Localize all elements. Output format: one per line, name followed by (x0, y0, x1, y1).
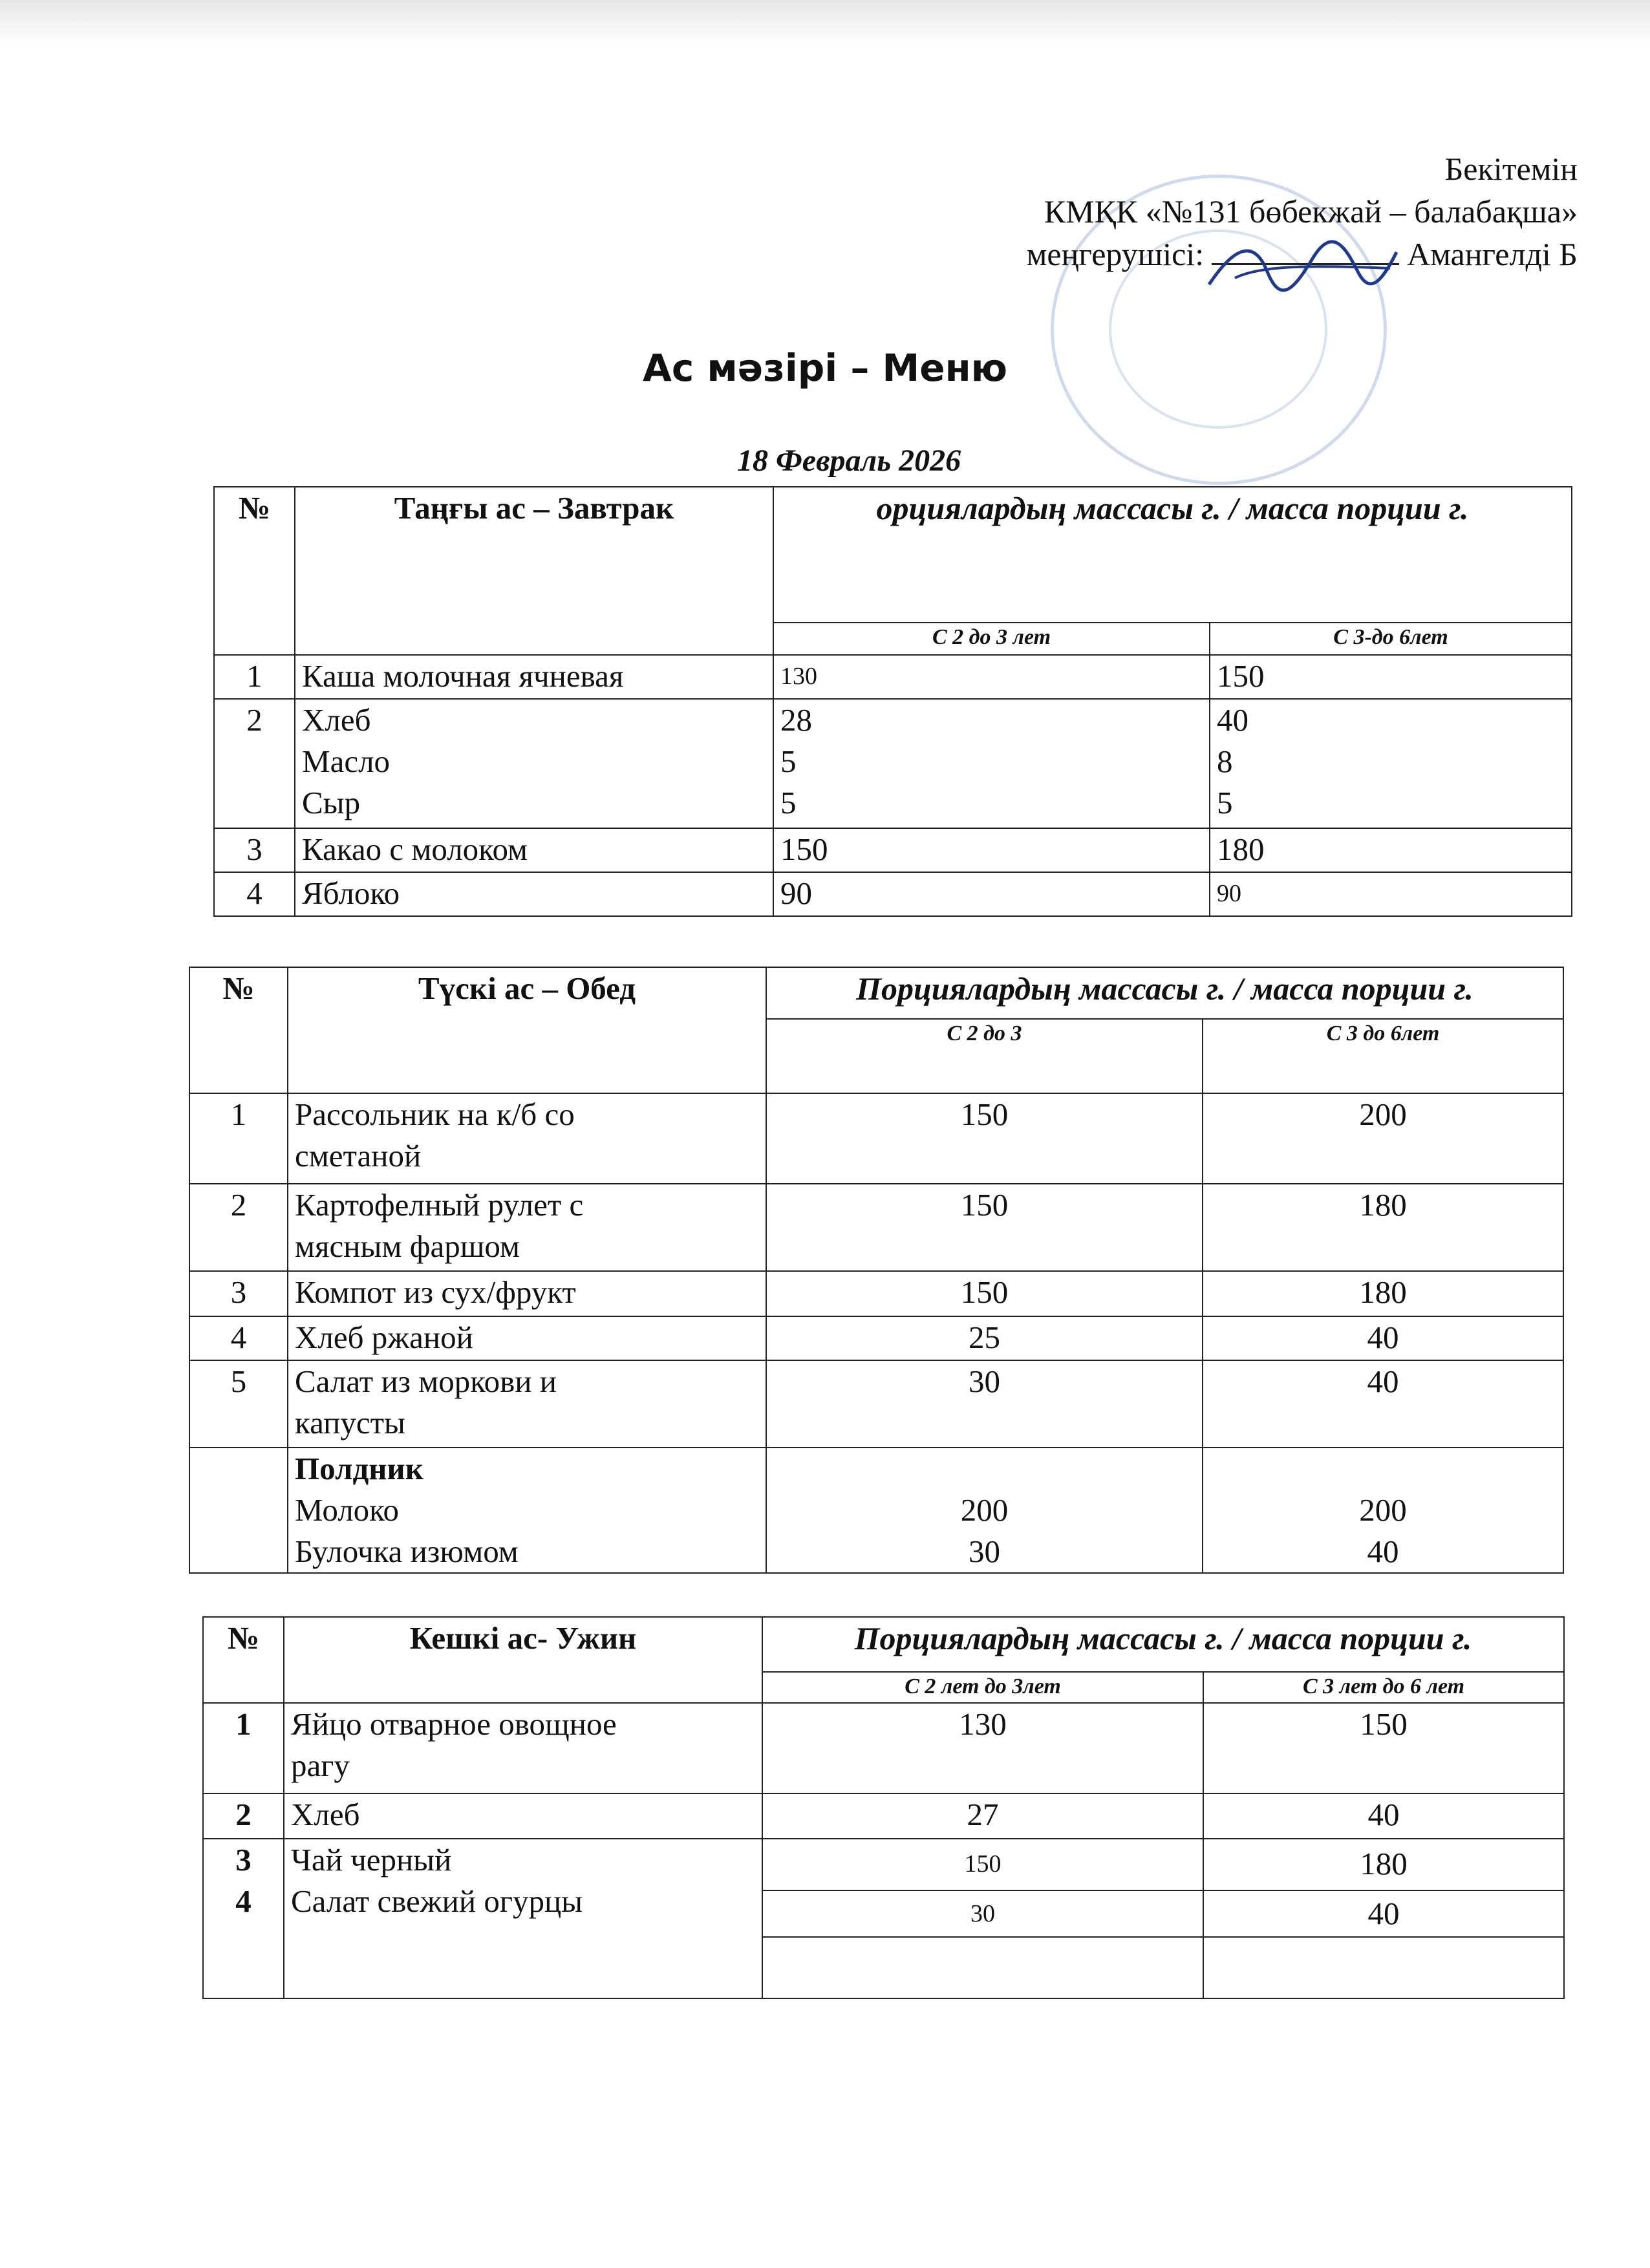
breakfast-table (213, 486, 1572, 917)
portion-value: 5 (1217, 785, 1233, 820)
lunch-col-num: № (189, 967, 288, 1093)
lunch-age-1: С 2 до 3 (766, 1019, 1203, 1093)
table-row (189, 1093, 1563, 1184)
portion-age-2: 40 (1203, 1316, 1563, 1360)
portion-list-age-1 (773, 699, 1210, 828)
portion-age-1: 25 (766, 1316, 1203, 1360)
portion-age-2: 150 (1203, 1703, 1564, 1793)
approval-role: меңгерушісі: (1026, 236, 1205, 272)
portion-value: 5 (780, 785, 797, 820)
dish-name: Картофелный рулет с мясным фаршом (288, 1184, 766, 1271)
lunch-col-name: Түскі ас – Обед (288, 967, 766, 1093)
dish-list (295, 699, 773, 828)
table-row (214, 699, 1572, 828)
dish-name: Компот из сух/фрукт (288, 1271, 766, 1316)
portion-age-2: 40 (1203, 1360, 1563, 1448)
snack-portions-age-1 (766, 1448, 1203, 1573)
portion-age-1: 150 (766, 1093, 1203, 1184)
scan-edge (0, 0, 1650, 45)
menu-date: 18 Февраль 2026 (737, 444, 961, 478)
table-row (189, 1316, 1563, 1360)
row-num: 3 (214, 828, 295, 872)
portion-age-1: 130 (773, 655, 1210, 699)
portion-age-1: 150 (766, 1271, 1203, 1316)
dinner-col-name: Кешкі ас- Ужин (284, 1617, 762, 1703)
approval-line-1: Бекітемін (1444, 151, 1578, 187)
dish-name: Булочка изюмом (295, 1534, 519, 1569)
lunch-age-2: С 3 до 6лет (1203, 1019, 1563, 1093)
portion-value: 40 (1217, 702, 1248, 738)
dish-name: Какао с молоком (295, 828, 773, 872)
portion-age-2: 40 (1203, 1793, 1564, 1839)
row-num-pair (203, 1839, 284, 1998)
row-num: 1 (214, 655, 295, 699)
portion-age-1: 130 (762, 1703, 1203, 1793)
portion-age-1: 150 (766, 1184, 1203, 1271)
row-num: 5 (189, 1360, 288, 1448)
empty-cell (1203, 1937, 1564, 1998)
portion-age-2: 150 (1210, 655, 1572, 699)
row-num: 2 (214, 699, 295, 828)
table-row (189, 1360, 1563, 1448)
portion-value: 30 (970, 1900, 995, 1927)
portion-age-1: 150 (773, 828, 1210, 872)
dish-name: Хлеб (284, 1793, 762, 1839)
portion-value: 180 (1204, 1839, 1563, 1891)
dinner-age-1: С 2 лет до 3лет (762, 1672, 1203, 1703)
dish-name: Каша молочная ячневая (295, 655, 773, 699)
portion-pair-age-1 (762, 1839, 1203, 1937)
portion-age-2: 180 (1203, 1184, 1563, 1271)
portion-value: 28 (780, 702, 812, 738)
row-num: 4 (189, 1316, 288, 1360)
breakfast-age-2: С 3-до 6лет (1210, 623, 1572, 655)
portion-pair-age-2 (1203, 1839, 1564, 1937)
breakfast-col-num: № (214, 487, 295, 655)
table-row (189, 1271, 1563, 1316)
handwritten-signature (1196, 233, 1403, 304)
portion-age-2: 90 (1210, 872, 1572, 916)
portion-value: 8 (1217, 744, 1233, 779)
dish-name: Салат из моркови и капусты (288, 1360, 766, 1448)
dinner-col-mass: Порциялардың массасы г. / масса порции г. (762, 1617, 1564, 1672)
dish-name: Сыр (302, 785, 361, 820)
portion-value: 40 (1367, 1534, 1399, 1569)
breakfast-age-1: С 2 до 3 лет (773, 623, 1210, 655)
dish-name: Яйцо отварное овощное рагу (284, 1703, 762, 1793)
row-num: 3 (235, 1842, 252, 1878)
table-row (203, 1793, 1564, 1839)
empty-cell (762, 1937, 1203, 1998)
portion-list-age-2 (1210, 699, 1572, 828)
row-num: 4 (235, 1883, 252, 1919)
table-row (214, 828, 1572, 872)
table-row (203, 1703, 1564, 1793)
breakfast-col-name: Таңғы ас – Завтрак (295, 487, 773, 655)
portion-age-2: 180 (1210, 828, 1572, 872)
row-num: 4 (214, 872, 295, 916)
snack-list (288, 1448, 766, 1573)
portion-age-2: 200 (1203, 1093, 1563, 1184)
row-num-empty (189, 1448, 288, 1573)
page-title: Ас мәзірі – Меню (642, 346, 1008, 390)
dish-name: Яблоко (295, 872, 773, 916)
approval-name: Амангелді Б (1407, 236, 1578, 272)
snack-title: Полдник (295, 1451, 423, 1486)
portion-value: 200 (1359, 1492, 1407, 1528)
dish-name: Хлеб ржаной (288, 1316, 766, 1360)
lunch-col-mass: Порциялардың массасы г. / масса порции г. (766, 967, 1563, 1019)
portion-age-1: 27 (762, 1793, 1203, 1839)
dinner-table (202, 1616, 1565, 1999)
approval-line-2: КМҚК «№131 бөбекжай – балабақша» (1044, 193, 1578, 230)
dish-list (284, 1839, 762, 1998)
dish-name: Чай черный (291, 1842, 452, 1878)
dish-name: Салат свежий огурцы (291, 1883, 583, 1919)
snack-portions-age-2 (1203, 1448, 1563, 1573)
portion-age-1: 90 (773, 872, 1210, 916)
table-row (214, 872, 1572, 916)
row-num: 3 (189, 1271, 288, 1316)
table-row (189, 1184, 1563, 1271)
lunch-table (189, 967, 1564, 1574)
dinner-col-num: № (203, 1617, 284, 1703)
table-row (214, 655, 1572, 699)
row-num: 1 (203, 1703, 284, 1793)
breakfast-col-mass: орциялардың массасы г. / масса порции г. (773, 487, 1572, 623)
portion-age-1: 30 (766, 1360, 1203, 1448)
portion-value: 40 (1367, 1896, 1400, 1931)
dish-name: Молоко (295, 1492, 399, 1528)
portion-value: 150 (763, 1839, 1203, 1891)
dish-name: Рассольник на к/б со сметаной (288, 1093, 766, 1184)
portion-value: 5 (780, 744, 797, 779)
table-row (203, 1839, 1564, 1937)
row-num: 1 (189, 1093, 288, 1184)
row-num: 2 (203, 1793, 284, 1839)
portion-value: 200 (960, 1492, 1009, 1528)
dinner-age-2: С 3 лет до 6 лет (1203, 1672, 1564, 1703)
row-num: 2 (189, 1184, 288, 1271)
portion-age-2: 180 (1203, 1271, 1563, 1316)
portion-value: 30 (969, 1534, 1000, 1569)
dish-name: Масло (302, 744, 391, 779)
dish-name: Хлеб (302, 702, 371, 738)
snack-row (189, 1448, 1563, 1573)
